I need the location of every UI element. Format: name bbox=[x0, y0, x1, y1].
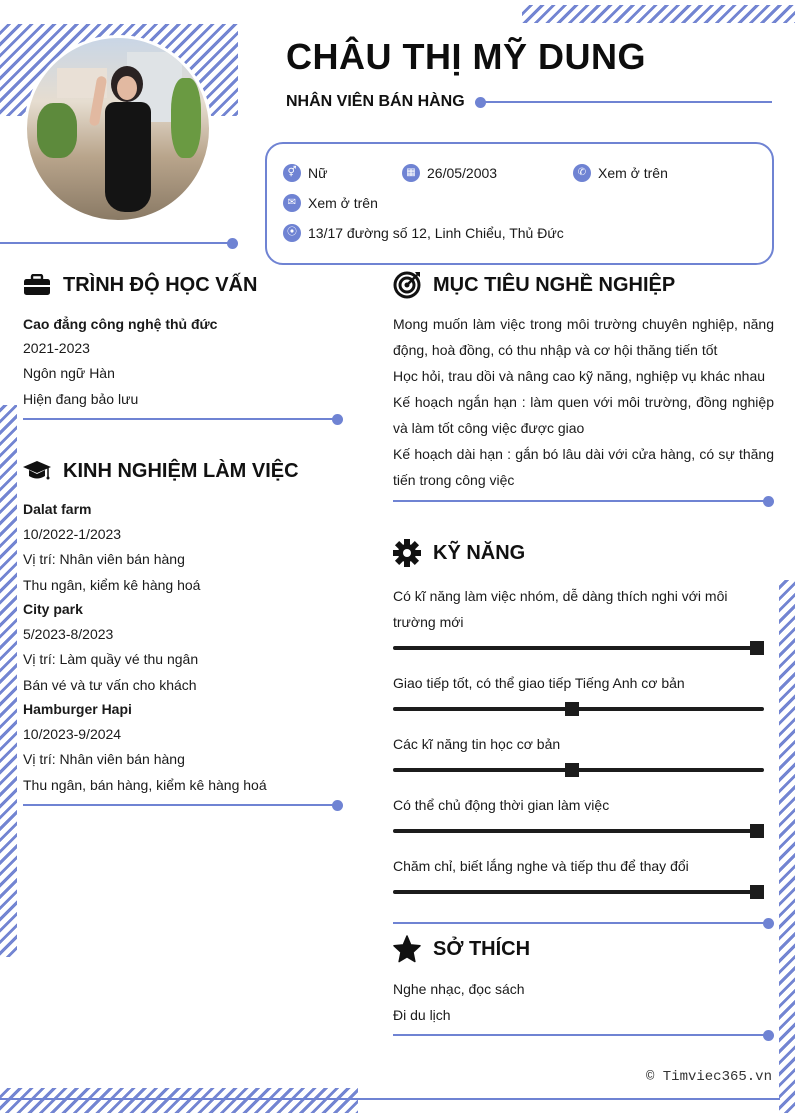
experience-title: KINH NGHIỆM LÀM VIỆC bbox=[63, 459, 299, 482]
objective-heading bbox=[393, 271, 675, 299]
avatar-photo bbox=[24, 35, 212, 223]
stripe-decoration-bottom bbox=[0, 1088, 358, 1113]
skill-level-bar bbox=[393, 707, 764, 711]
job-period: 5/2023-8/2023 bbox=[23, 626, 114, 642]
education-title: TRÌNH ĐỘ HỌC VẤN bbox=[63, 273, 258, 296]
email-icon: ✉ bbox=[283, 194, 301, 212]
gear-icon bbox=[393, 539, 421, 567]
contact-email bbox=[283, 194, 378, 212]
job-description: Bán vé và tư vấn cho khách bbox=[23, 677, 197, 693]
gender-icon: ⚥ bbox=[283, 164, 301, 182]
job-position: Vị trí: Làm quầy vé thu ngân bbox=[23, 651, 199, 667]
stripe-decoration-right bbox=[779, 580, 795, 1113]
contact-address bbox=[283, 224, 564, 242]
objective-line: Học hỏi, trau dồi và nâng cao kỹ năng, nghiệp vụ khác nhau bbox=[393, 368, 766, 384]
objective-line: Kế hoạch dài hạn : gắn bó lâu dài với cửa hàng, có sự thăng tiến trong công việc bbox=[393, 446, 774, 488]
skill-level-thumb bbox=[750, 885, 764, 899]
phone-icon: ✆ bbox=[573, 164, 591, 182]
education-divider bbox=[23, 418, 335, 420]
skill-level-thumb bbox=[565, 763, 579, 777]
skill-label: Chăm chỉ, biết lắng nghe và tiếp thu để thay đổi bbox=[393, 858, 689, 874]
divider-dot bbox=[332, 800, 343, 811]
skill-label: Giao tiếp tốt, có thể giao tiếp Tiếng Anh cơ bản bbox=[393, 675, 685, 691]
hobbies-title: SỞ THÍCH bbox=[433, 937, 531, 960]
skill-level-thumb bbox=[750, 824, 764, 838]
skill-level-bar bbox=[393, 646, 764, 650]
calendar-icon: ▦ bbox=[402, 164, 420, 182]
experience-divider bbox=[23, 804, 335, 806]
job-description: Thu ngân, bán hàng, kiểm kê hàng hoá bbox=[23, 777, 267, 793]
hobbies-divider bbox=[393, 1034, 765, 1036]
skills-title: KỸ NĂNG bbox=[433, 541, 526, 564]
education-period: 2021-2023 bbox=[23, 340, 90, 356]
avatar-divider bbox=[0, 242, 230, 244]
job-position: Vị trí: Nhân viên bán hàng bbox=[23, 551, 185, 567]
hobby-item: Nghe nhạc, đọc sách bbox=[393, 981, 525, 997]
job-company: City park bbox=[23, 601, 83, 617]
photo-dress bbox=[105, 102, 151, 212]
divider-dot bbox=[763, 496, 774, 507]
contact-phone bbox=[573, 164, 668, 182]
education-school: Cao đẳng công nghệ thủ đức bbox=[23, 316, 218, 332]
job-description: Thu ngân, kiểm kê hàng hoá bbox=[23, 577, 201, 593]
divider-dot bbox=[763, 1030, 774, 1041]
email-value: Xem ở trên bbox=[308, 195, 378, 211]
phone-value: Xem ở trên bbox=[598, 165, 668, 181]
gender-value: Nữ bbox=[308, 165, 328, 181]
photo-person bbox=[97, 66, 157, 223]
photo-plant bbox=[171, 78, 201, 158]
objective-divider bbox=[393, 500, 765, 502]
address-value: 13/17 đường số 12, Linh Chiểu, Thủ Đức bbox=[308, 225, 564, 241]
skill-level-bar bbox=[393, 890, 764, 894]
role-divider bbox=[482, 101, 772, 103]
divider-dot bbox=[332, 414, 343, 425]
education-status: Hiện đang bảo lưu bbox=[23, 391, 139, 407]
hobby-item: Đi du lịch bbox=[393, 1007, 451, 1023]
contact-gender bbox=[283, 164, 327, 182]
star-icon bbox=[393, 935, 421, 963]
photo-face bbox=[117, 76, 137, 100]
copyright-text: © Timviec365.vn bbox=[645, 1069, 772, 1085]
skill-label: Các kĩ năng tin học cơ bản bbox=[393, 736, 561, 752]
candidate-role: NHÂN VIÊN BÁN HÀNG bbox=[286, 93, 465, 110]
objective-line: Mong muốn làm việc trong môi trường chuyên nghiệp, năng động, hoà đồng, có thu nhập và cơ hội thăng tiến tốt bbox=[393, 316, 774, 358]
stripe-decoration-top-right bbox=[522, 5, 795, 23]
job-period: 10/2023-9/2024 bbox=[23, 726, 122, 742]
divider-dot bbox=[763, 918, 774, 929]
skill-level-bar bbox=[393, 768, 764, 772]
skill-label: Có thể chủ động thời gian làm việc bbox=[393, 797, 610, 813]
birthday-value: 26/05/2003 bbox=[427, 165, 498, 181]
photo-plant bbox=[37, 103, 77, 158]
objective-line: Kế hoạch ngắn hạn : làm quen với môi trường, đồng nghiệp và làm tốt công việc được giao bbox=[393, 394, 774, 436]
job-company: Dalat farm bbox=[23, 501, 92, 517]
skill-label: Có kĩ năng làm việc nhóm, dễ dàng thích nghi với môi trường mới bbox=[393, 588, 728, 630]
graduation-cap-icon bbox=[23, 457, 51, 485]
hobbies-heading bbox=[393, 935, 530, 963]
divider-dot bbox=[227, 238, 238, 249]
objective-title: MỤC TIÊU NGHỀ NGHIỆP bbox=[433, 273, 676, 296]
footer-divider bbox=[0, 1098, 780, 1100]
skill-level-thumb bbox=[565, 702, 579, 716]
briefcase-icon bbox=[23, 271, 51, 299]
skills-heading bbox=[393, 539, 525, 567]
skill-level-thumb bbox=[750, 641, 764, 655]
contact-birthday bbox=[402, 164, 497, 182]
target-icon bbox=[393, 271, 421, 299]
stripe-decoration-left bbox=[0, 405, 17, 957]
job-position: Vị trí: Nhân viên bán hàng bbox=[23, 751, 185, 767]
job-period: 10/2022-1/2023 bbox=[23, 526, 122, 542]
skills-divider bbox=[393, 922, 765, 924]
education-heading bbox=[23, 271, 257, 299]
candidate-name: CHÂU THỊ MỸ DUNG bbox=[286, 36, 646, 77]
location-icon: ⦿ bbox=[283, 224, 301, 242]
skill-level-bar bbox=[393, 829, 764, 833]
education-major: Ngôn ngữ Hàn bbox=[23, 365, 115, 381]
job-company: Hamburger Hapi bbox=[23, 701, 132, 717]
experience-heading bbox=[23, 457, 299, 485]
